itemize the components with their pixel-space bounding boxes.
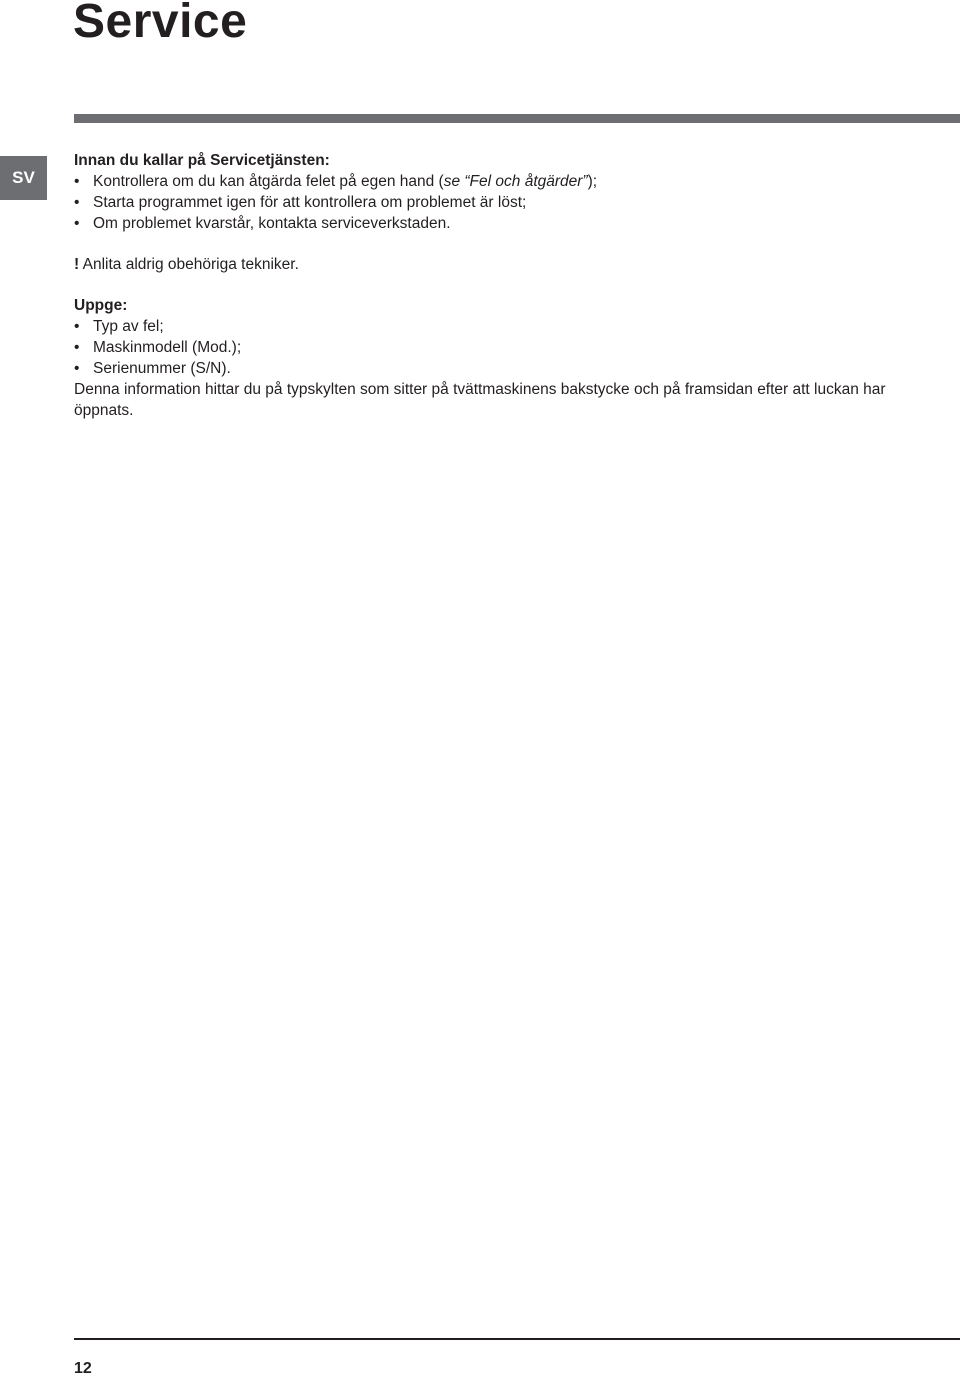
list-item-text: Serienummer (S/N). [93, 360, 231, 377]
provide-list [74, 316, 934, 379]
list-item [74, 171, 934, 192]
list-item [74, 192, 934, 213]
list-item [74, 358, 934, 379]
provide-heading: Uppge: [74, 297, 128, 314]
list-item-text: Maskinmodell (Mod.); [93, 339, 242, 356]
cross-reference: se “Fel och åtgärder” [443, 173, 588, 190]
language-tab [0, 156, 47, 200]
list-item-text: Starta programmet igen för att kontrollera om problemet är löst; [93, 194, 527, 211]
list-item-text: ); [587, 173, 598, 190]
list-item-text: Om problemet kvarstår, kontakta serviceverkstaden. [93, 215, 451, 232]
warning-mark: ! [74, 256, 80, 273]
warning-note [74, 254, 934, 275]
language-tab-label: SV [12, 168, 35, 187]
list-item [74, 316, 934, 337]
list-item [74, 337, 934, 358]
list-item [74, 213, 934, 234]
info-paragraph: Denna information hittar du på typskylten som sitter på tvättmaskinens bakstycke och på framsidan efter att luckan har öppnats. [74, 381, 886, 419]
footer-rule [74, 1338, 960, 1340]
list-item-text: Kontrollera om du kan åtgärda felet på egen hand ( [93, 173, 444, 190]
before-calling-list [74, 171, 934, 234]
warning-text: Anlita aldrig obehöriga tekniker. [79, 256, 299, 273]
before-calling-heading: Innan du kallar på Servicetjänsten: [74, 152, 330, 169]
page-number: 12 [74, 1360, 92, 1377]
list-item-text: Typ av fel; [93, 318, 164, 335]
content [74, 150, 934, 421]
title-rule [74, 114, 960, 123]
page-title: Service [73, 0, 248, 48]
